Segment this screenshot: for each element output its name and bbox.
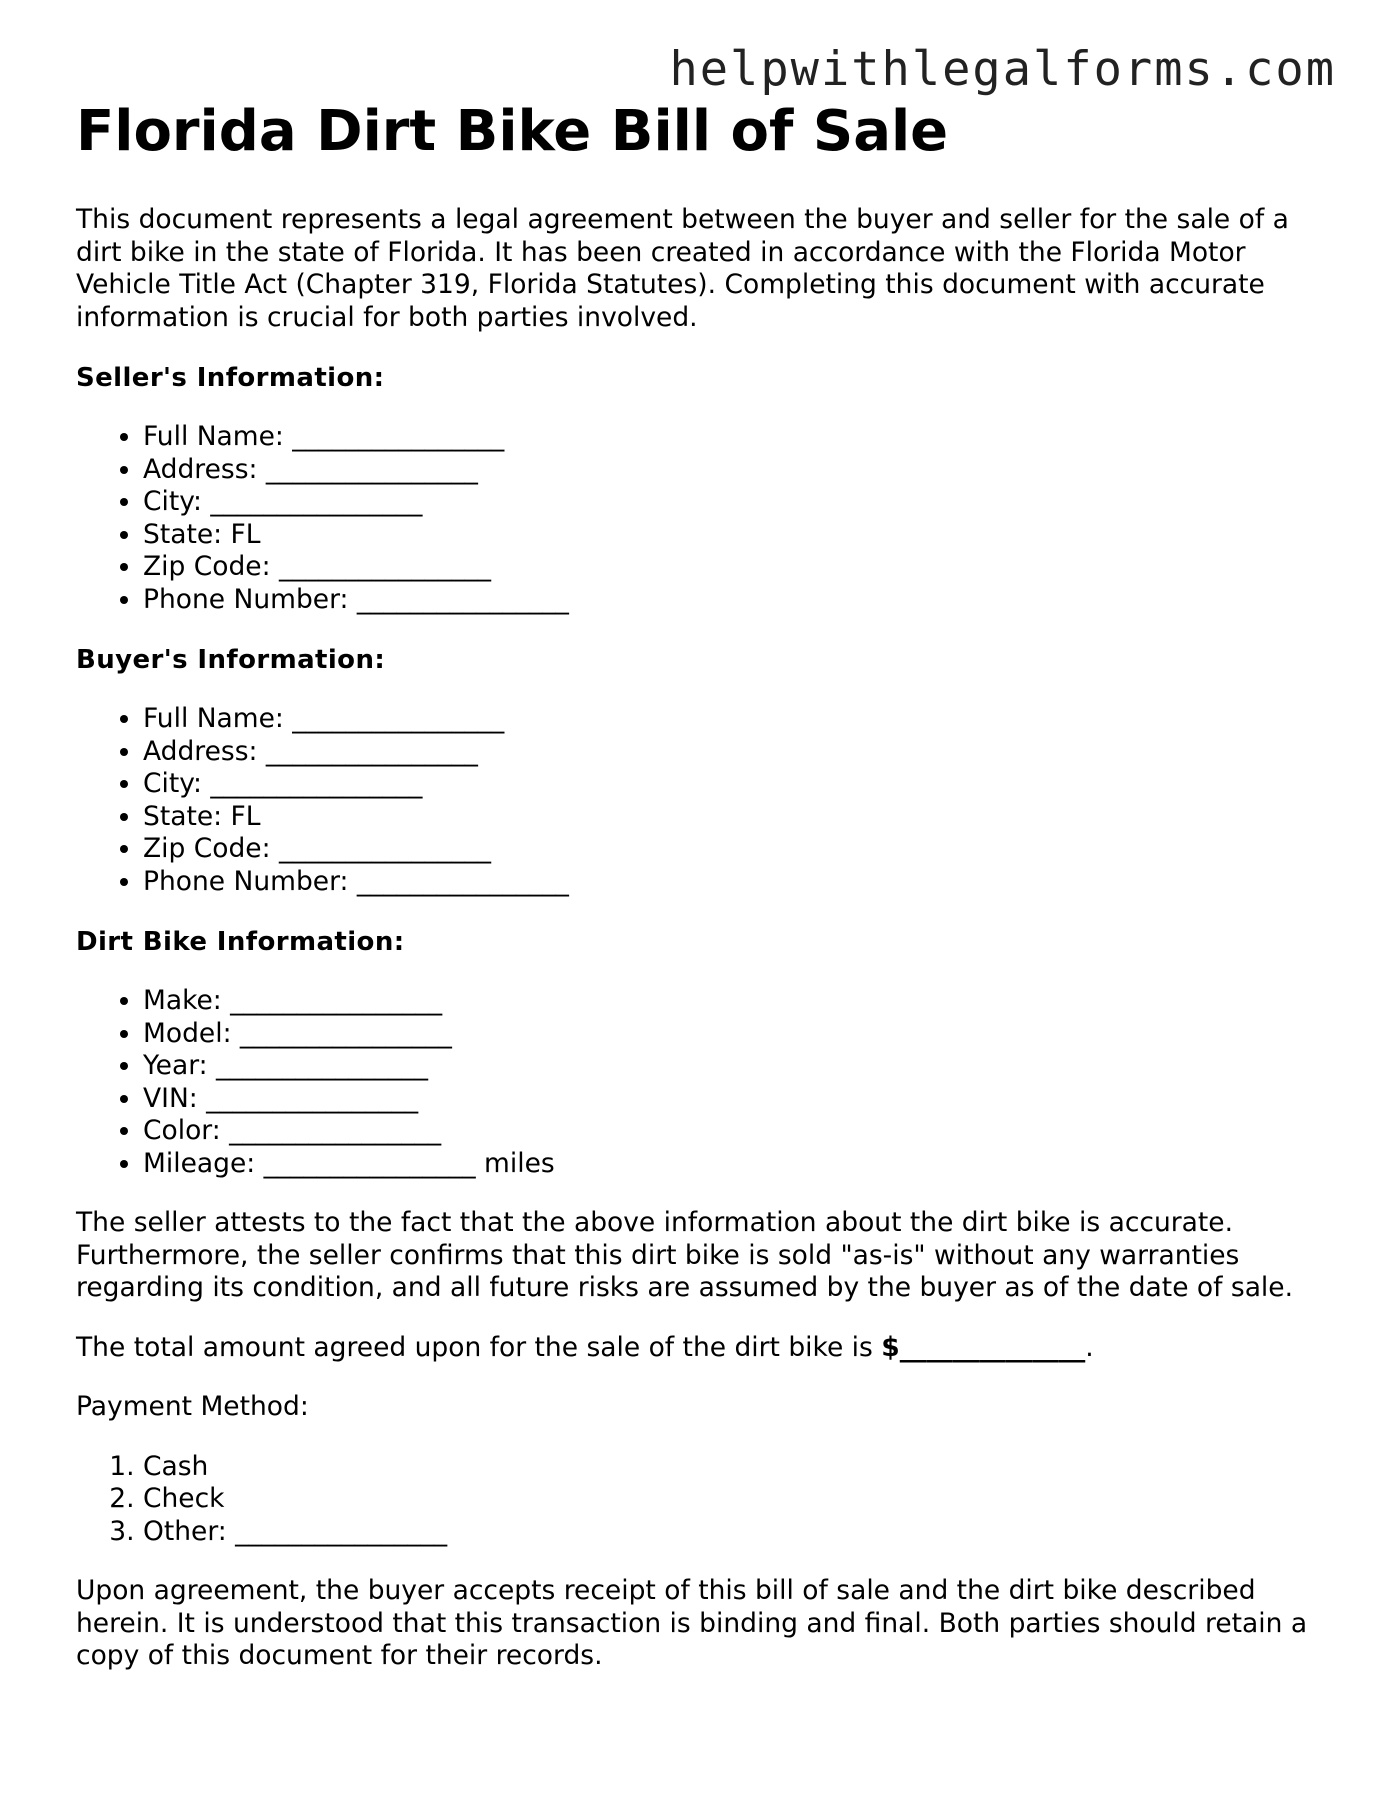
payment-option-cash: 1. Cash	[143, 1451, 1316, 1484]
seller-phone-item: • Phone Number: ________________	[143, 584, 1316, 617]
seller-section-heading: Seller's Information:	[76, 363, 385, 393]
buyer-address-item: • Address: ________________	[143, 736, 1316, 769]
buyer-full-name-item: • Full Name: ________________	[143, 703, 1316, 736]
buyer-phone-item: • Phone Number: ________________	[143, 866, 1316, 899]
buyer-section-heading: Buyer's Information:	[76, 645, 386, 675]
bike-vin-item: • VIN: ________________	[143, 1083, 1316, 1116]
amount-paragraph	[76, 1332, 1316, 1365]
payment-option-other: 3. Other: ________________	[143, 1516, 1316, 1549]
amount-value: $______________	[881, 1331, 1086, 1363]
document-page	[76, 96, 1316, 1673]
bike-model-item: • Model: ________________	[143, 1018, 1316, 1051]
buyer-city-item: • City: ________________	[143, 768, 1316, 801]
bike-make-item: • Make: ________________	[143, 985, 1316, 1018]
closing-paragraph: Upon agreement, the buyer accepts receipt of this bill of sale and the dirt bike described herein. It is understood that this transaction is binding and final. Both parties should retain a copy of this document for their records.	[76, 1575, 1308, 1671]
seller-city-item: • City: ________________	[143, 486, 1316, 519]
buyer-info-list	[76, 703, 1316, 898]
payment-option-check: 2. Check	[143, 1483, 1316, 1516]
seller-info-list	[76, 421, 1316, 616]
seller-address-item: • Address: ________________	[143, 454, 1316, 487]
seller-state-item: • State: FL	[143, 519, 1316, 552]
attestation-paragraph: The seller attests to the fact that the above information about the dirt bike is accurate. Furthermore, the seller confirms that this dirt bike is sold "as-is" without any warranties regarding its condition, and all future risks are assumed by the buyer as of the date of sale.	[76, 1207, 1294, 1303]
intro-paragraph: This document represents a legal agreement between the buyer and seller for the sale of a dirt bike in the state of Florida. It has been created in accordance with the Florida Motor Vehicle Title Act (Chapter 319, Florida Statutes). Completing this document with accurate information is crucial for both parties involved.	[76, 204, 1289, 333]
seller-full-name-item: • Full Name: ________________	[143, 421, 1316, 454]
page-title: Florida Dirt Bike Bill of Sale	[76, 99, 949, 164]
bike-year-item: • Year: ________________	[143, 1050, 1316, 1083]
bike-color-item: • Color: ________________	[143, 1115, 1316, 1148]
buyer-state-item: • State: FL	[143, 801, 1316, 834]
payment-method-list	[76, 1451, 1316, 1549]
buyer-zip-item: • Zip Code: ________________	[143, 833, 1316, 866]
payment-method-label: Payment Method:	[76, 1391, 309, 1422]
bike-section-heading: Dirt Bike Information:	[76, 927, 405, 957]
seller-zip-item: • Zip Code: ________________	[143, 551, 1316, 584]
bike-info-list	[76, 985, 1316, 1180]
amount-prefix: The total amount agreed upon for the sale of the dirt bike is	[76, 1331, 882, 1363]
bike-mileage-item: • Mileage: ________________ miles	[143, 1148, 1316, 1181]
site-watermark: helpwithlegalforms.com	[669, 42, 1336, 97]
amount-suffix: .	[1085, 1331, 1094, 1363]
